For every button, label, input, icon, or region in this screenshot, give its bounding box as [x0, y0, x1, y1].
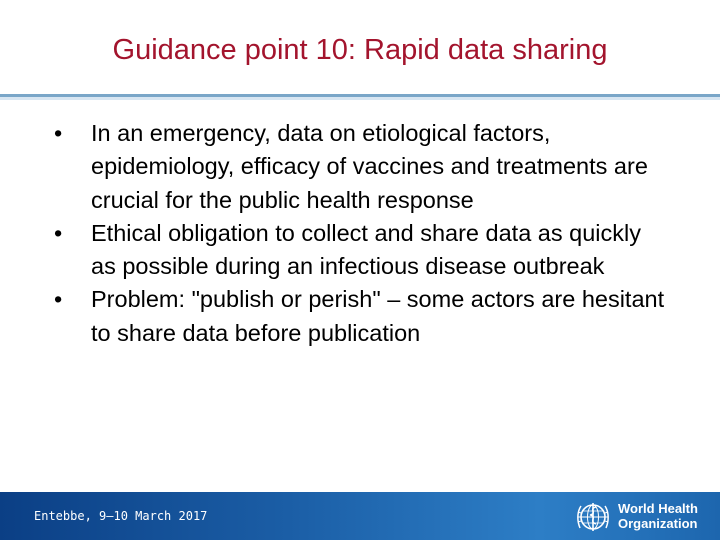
who-wordmark-line2: Organization [618, 516, 698, 531]
who-logo [574, 498, 714, 536]
bullet-item [0, 283, 671, 350]
slide-title: Guidance point 10: Rapid data sharing [112, 34, 608, 66]
title-divider-shadow [0, 97, 720, 100]
bullet-text: Problem: "publish or perish" – some actors are hesitant to share data before publication [91, 286, 665, 346]
footer-bar [0, 492, 720, 540]
bullet-text: Ethical obligation to collect and share data as quickly as possible during an infectious disease outbreak [91, 219, 641, 280]
bullet-marker: • [54, 120, 63, 146]
bullet-text: In an emergency, data on etiological factors, epidemiology, efficacy of vaccines and treatments are crucial for the public health response [91, 120, 648, 213]
bullet-marker: • [54, 286, 63, 313]
footer-event-text: Entebbe, 9–10 March 2017 [34, 509, 208, 523]
bullet-list [0, 117, 720, 350]
bullet-item [0, 217, 671, 284]
who-wordmark [618, 501, 698, 531]
bullet-marker: • [54, 219, 63, 246]
bullet-item [0, 117, 671, 217]
who-wordmark-line1: World Health [618, 501, 698, 516]
who-emblem-icon [574, 500, 612, 534]
